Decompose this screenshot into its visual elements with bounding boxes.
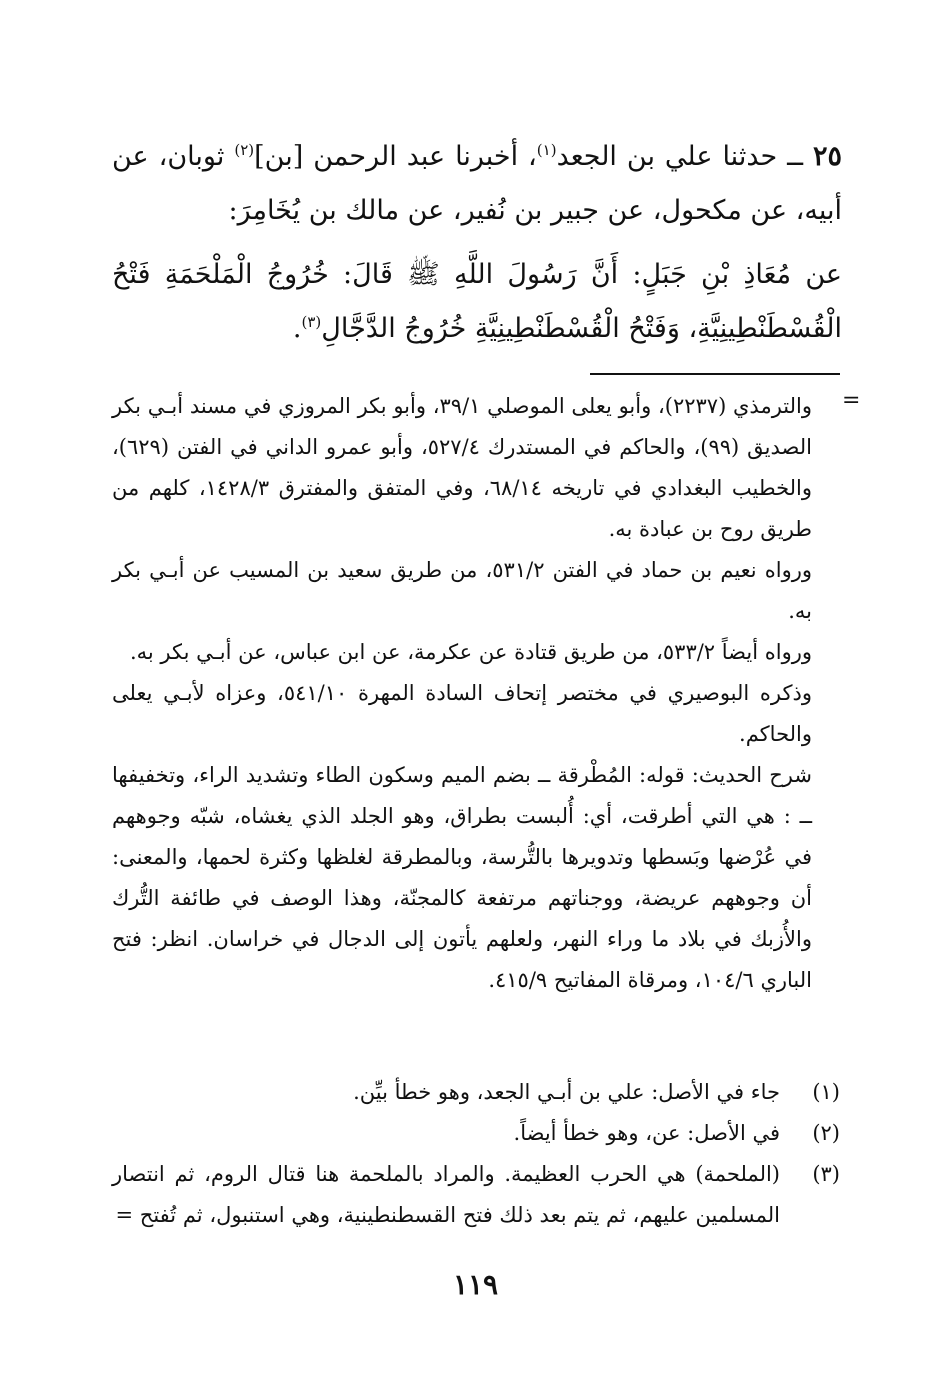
footnote-separator: [590, 373, 840, 375]
hadith-number: ٢٥: [812, 141, 842, 172]
footnote-ref-3: (٣): [301, 313, 322, 331]
page-number: ١١٩: [452, 1268, 499, 1301]
note-paragraph: والترمذي (٢٢٣٧)، وأبو يعلى الموصلي ٣٩/١، وأبو بكر المروزي في مسند أبـي بكر الصديق (٩٩)، والحاكم في المستدرك ٥٢٧/٤، وأبو عمرو الداني في الفتن (٦٢٩)، والخطيب البغدادي في تاريخه ٦٨/١٤، وفي المتفق والمفترق ١٤٢٨/٣، كلهم من طريق روح بن عبادة به.: [112, 394, 813, 541]
footnote-number: (٣): [812, 1162, 840, 1186]
footnote-1: [112, 1072, 840, 1113]
footnote-text: في الأصل: عن، وهو خطأ أيضاً.: [513, 1121, 780, 1145]
footnote-number: (٢): [812, 1121, 840, 1145]
matn-text: عن مُعَاذِ بْنِ جَبَلٍ: أَنَّ رَسُولَ اللَّهِ ﷺ قَالَ: خُرُوجُ الْمَلْحَمَةِ فَتْحُ الْقُسْطَنْطِينِيَّةِ، وَفَتْحُ الْقُسْطَنْطِينِيَّةِ خُرُوجُ الدَّجَّالِ: [112, 259, 842, 344]
footnote-ref-2: (٢): [234, 141, 255, 159]
isnad-part2: ، أخبرنا عبد الرحمن [بن]: [254, 141, 537, 172]
footnote-3: [112, 1154, 840, 1236]
note-paragraph: ورواه أيضاً ٥٣٣/٢، من طريق قتادة عن عكرمة، عن ابن عباس، عن أبـي بكر به.: [129, 640, 812, 664]
matn-end: .: [292, 313, 302, 344]
footnote-text: جاء في الأصل: علي بن أبـي الجعد، وهو خطأ بيِّن.: [353, 1080, 780, 1104]
hadith-isnad: [112, 130, 842, 238]
hadith-matn: [112, 248, 842, 356]
footnote-ref-1: (١): [536, 141, 557, 159]
note-paragraph: ورواه نعيم بن حماد في الفتن ٥٣١/٢، من طريق سعيد بن المسيب عن أبـي بكر به.: [112, 558, 813, 623]
continued-notes: [112, 386, 812, 1001]
continuation-mark: =: [842, 388, 861, 413]
note-paragraph: وذكره البوصيري في مختصر إتحاف السادة المهرة ٥٤١/١٠، وعزاه لأبـي يعلى والحاكم.: [112, 681, 812, 746]
isnad-part3: ثوبان، عن أبيه، عن مكحول، عن جبير بن نُفير، عن مالك بن يُخَامِرَ:: [112, 141, 842, 226]
footnote-number: (١): [812, 1080, 840, 1104]
note-paragraph: شرح الحديث: قوله: المُطْرقة ــ بضم الميم وسكون الطاء وتشديد الراء، وتخفيفها ــ : هي التي أطرقت، أي: أُلبست بطراق، وهو الجلد الذي يغشاه، شبّه وجوههم في عُرْضها وبَسطها وتدويرها بالتُّرسة، وبالمطرقة لغلظها وكثرة لحمها، والمعنى: أن وجوههم عريضة، ووجناتهم مرتفعة كالمجنّة، وهذا الوصف في طائفة التُّرك والأُزبك في بلاد ما وراء النهر، ولعلهم يأتون إلى الدجال في خراسان. انظر: فتح الباري ١٠٤/٦، ومرقاة المفاتيح ٤١٥/٩.: [112, 763, 813, 992]
isnad-part1: ــ حدثنا علي بن الجعد: [556, 141, 813, 172]
hadith-block: [112, 130, 842, 356]
footnote-text: (الملحمة) هي الحرب العظيمة. والمراد بالملحمة هنا قتال الروم، ثم انتصار المسلمين عليهم، ثم يتم بعد ذلك فتح القسطنطينية، وهي استنبول، ثم تُفتح =: [112, 1162, 780, 1227]
footnote-2: [112, 1113, 840, 1154]
